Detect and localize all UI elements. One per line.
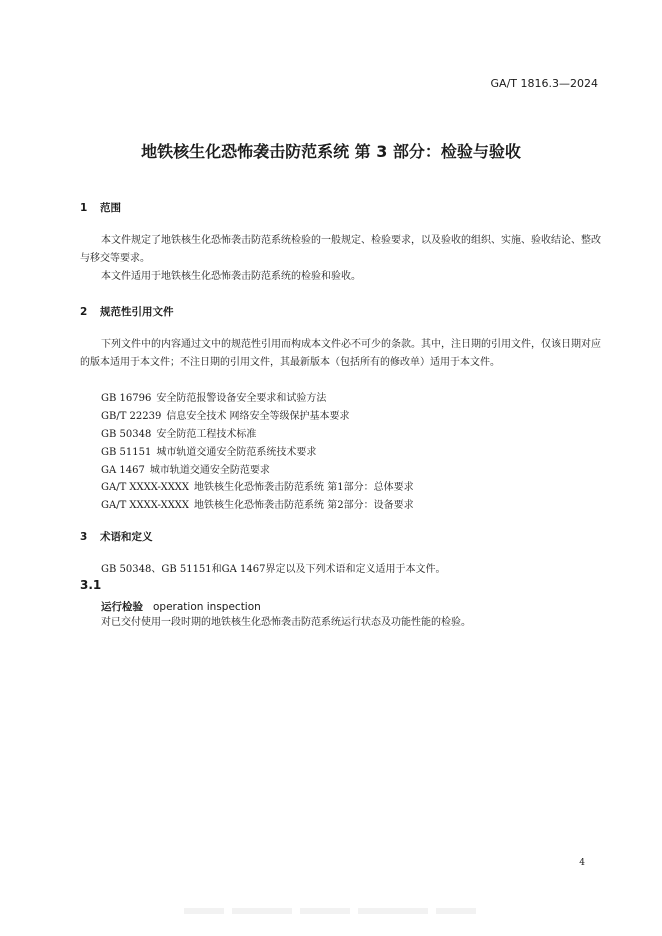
- reference-title: 安全防范报警设备安全要求和试验方法: [156, 393, 327, 404]
- document-title: 地铁核生化恐怖袭击防范系统 第 3 部分：检验与验收: [141, 142, 521, 161]
- terms-intro: GB 50348、GB 51151和GA 1467界定以及下列术语和定义适用于本文件。: [101, 564, 446, 575]
- section-number: 1: [80, 202, 88, 214]
- reference-code: GB 51151: [101, 447, 152, 458]
- term-chinese: 运行检验: [101, 601, 143, 613]
- section-3-heading: [80, 529, 153, 544]
- section-2-heading: [80, 304, 174, 319]
- section-1-heading: [80, 200, 121, 215]
- reference-item: [101, 425, 256, 440]
- reference-title: 城市轨道交通安全防范要求: [149, 465, 270, 476]
- reference-item: [101, 496, 414, 511]
- term-entry: [101, 599, 261, 614]
- reference-code: GA/T XXXX-XXXX: [101, 500, 190, 511]
- scope-paragraph-2: 本文件适用于地铁核生化恐怖袭击防范系统的检验和验收。: [101, 271, 361, 282]
- page-number: 4: [579, 858, 585, 868]
- reference-title: 地铁核生化恐怖袭击防范系统 第1部分：总体要求: [194, 482, 414, 493]
- reference-item: [101, 407, 350, 422]
- reference-item: [101, 478, 414, 493]
- standard-number: GA/T 1816.3—2024: [490, 77, 598, 90]
- section-title: 规范性引用文件: [100, 306, 174, 318]
- references-intro: 下列文件中的内容通过文中的规范性引用而构成本文件必不可少的条款。其中，注日期的引用文件，仅该日期对应的版本适用于本文件；不注日期的引用文件，其最新版本（包括所有的修改单）适用于本文件。: [80, 339, 601, 368]
- term-number: 3.1: [80, 578, 102, 592]
- reference-title: 信息安全技术 网络安全等级保护基本要求: [166, 411, 350, 422]
- section-number: 2: [80, 306, 88, 318]
- reference-item: [101, 443, 316, 458]
- reference-code: GB 16796: [101, 393, 152, 404]
- section-number: 3: [80, 531, 88, 543]
- reference-code: GB/T 22239: [101, 411, 162, 422]
- section-title: 范围: [100, 202, 121, 214]
- reference-title: 城市轨道交通安全防范系统技术要求: [156, 447, 317, 458]
- reference-item: [101, 461, 270, 476]
- reference-code: GA 1467: [101, 465, 145, 476]
- reference-item: [101, 389, 326, 404]
- reference-code: GA/T XXXX-XXXX: [101, 482, 190, 493]
- reference-title: 地铁核生化恐怖袭击防范系统 第2部分：设备要求: [194, 500, 414, 511]
- section-title: 术语和定义: [100, 531, 153, 543]
- reference-code: GB 50348: [101, 429, 152, 440]
- faint-footer-watermark: [180, 904, 480, 918]
- reference-title: 安全防范工程技术标准: [156, 429, 257, 440]
- term-english: operation inspection: [153, 601, 261, 613]
- term-definition: 对已交付使用一段时期的地铁核生化恐怖袭击防范系统运行状态及功能性能的检验。: [101, 617, 471, 628]
- scope-paragraph-1: 本文件规定了地铁核生化恐怖袭击防范系统检验的一般规定、检验要求，以及验收的组织、实施、验收结论、整改与移交等要求。: [80, 235, 601, 264]
